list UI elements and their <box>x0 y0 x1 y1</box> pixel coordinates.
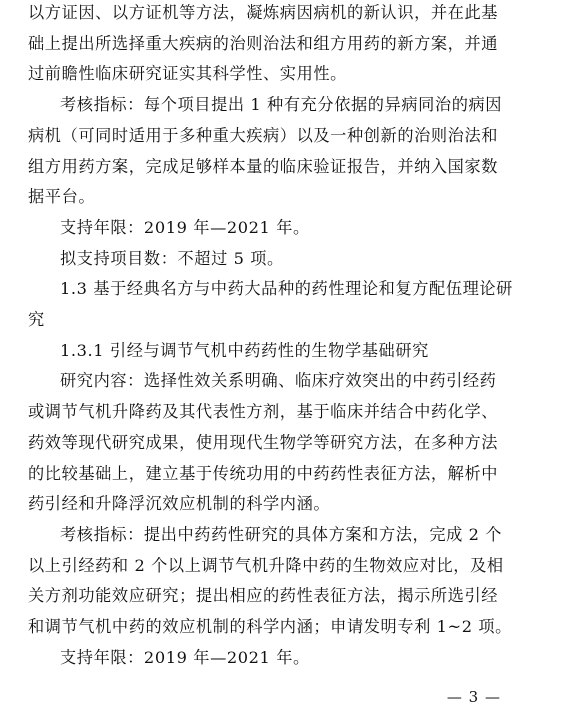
paragraph-project-count <box>28 244 548 275</box>
text-line: 1.3 基于经典名方与中药大品种的药性理论和复方配伍理论研 <box>60 279 513 299</box>
section-heading-1-3-1 <box>28 336 548 367</box>
text-line: 考核指标：每个项目提出 1 种有充分依据的异病同治的病因 <box>60 95 503 115</box>
text-line: 过前瞻性临床研究证实其科学性、实用性。 <box>28 64 347 84</box>
paragraph-assessment-indicators-2 <box>28 520 548 643</box>
paragraph-methods-continuation <box>28 0 548 90</box>
text-line: 支持年限：2019 年—2021 年。 <box>60 647 310 667</box>
text-line: 关方剂功能效应研究；提出相应的药性表征方法，揭示所选引经 <box>28 586 499 606</box>
text-line: 以方证因、以方证机等方法，凝炼病因病机的新认识，并在此基 <box>28 3 499 22</box>
paragraph-support-period-1 <box>28 213 548 244</box>
text-line: 究 <box>28 310 45 330</box>
text-line: 以上引经药和 2 个以上调节气机升降中药的生物效应对比，及相 <box>28 555 504 575</box>
text-line: 础上提出所选择重大疾病的治则治法和组方用药的新方案，并通 <box>28 33 499 53</box>
paragraph-assessment-indicators-1 <box>28 90 548 213</box>
paragraph-research-content <box>28 366 548 520</box>
text-line: 的比较基础上，建立基于传统功用的中药药性表征方法，解析中 <box>28 463 499 483</box>
text-line: 药效等现代研究成果，使用现代生物学等研究方法，在多种方法 <box>28 432 499 452</box>
text-line: 考核指标：提出中药药性研究的具体方案和方法，完成 2 个 <box>60 524 503 544</box>
section-heading-1-3 <box>28 274 548 335</box>
text-line: 药引经和升降浮沉效应机制的科学内涵。 <box>28 494 331 514</box>
text-line: 和调节气机中药的效应机制的科学内涵；申请发明专利 1~2 项。 <box>28 617 512 637</box>
text-line: 拟支持项目数：不超过 5 项。 <box>60 248 284 268</box>
text-line: 据平台。 <box>28 187 96 207</box>
text-line: 组方用药方案，完成足够样本量的临床验证报告，并纳入国家数 <box>28 156 499 176</box>
text-line: 研究内容：选择性效关系明确、临床疗效突出的中药引经药 <box>60 371 497 391</box>
page-footer <box>0 684 573 710</box>
page-number: — 3 — <box>446 688 501 706</box>
paragraph-support-period-2 <box>28 643 548 674</box>
text-line: 支持年限：2019 年—2021 年。 <box>60 217 310 237</box>
text-line: 1.3.1 引经与调节气机中药药性的生物学基础研究 <box>60 340 429 360</box>
text-line: 病机（可同时适用于多种重大疾病）以及一种创新的治则治法和 <box>28 125 499 145</box>
text-line: 或调节气机升降药及其代表性方剂，基于临床并结合中药化学、 <box>28 402 499 422</box>
document-body <box>28 0 548 673</box>
